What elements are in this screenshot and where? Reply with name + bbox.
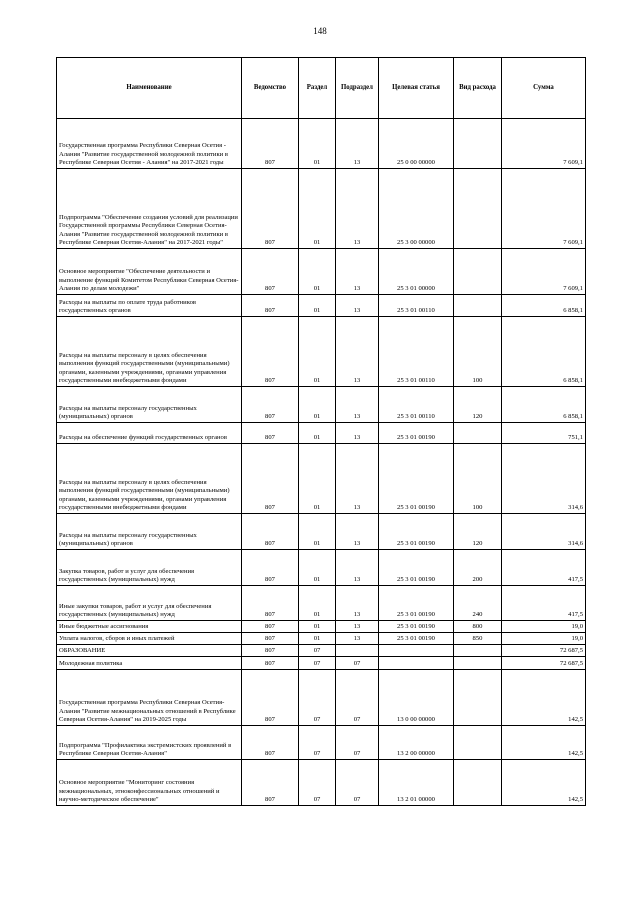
cell-razdel: 01: [299, 295, 336, 317]
cell-name: Иные бюджетные ассигнования: [57, 621, 242, 633]
table-row: [57, 317, 586, 387]
cell-razdel: 07: [299, 645, 336, 657]
cell-podrazdel: 07: [336, 670, 379, 726]
cell-podrazdel: 13: [336, 119, 379, 169]
cell-name: Расходы на обеспечение функций государственных органов: [57, 423, 242, 444]
cell-vid-raskhoda: [454, 670, 502, 726]
cell-name: Расходы на выплаты персоналу государственных (муниципальных) органов: [57, 514, 242, 550]
cell-razdel: 01: [299, 423, 336, 444]
cell-podrazdel: 13: [336, 169, 379, 249]
cell-summa: 417,5: [502, 550, 586, 586]
cell-vedomstvo: 807: [242, 760, 299, 806]
cell-name: Основное мероприятие "Обеспечение деятельности и выполнение функций Комитетом Республики Северная Осетия-Алания по делам молодежи": [57, 249, 242, 295]
cell-vid-raskhoda: [454, 760, 502, 806]
cell-name: Подпрограмма "Обеспечение создания условий для реализации Государственной программы Республики Северная Осетия-Алания "Развитие государственной молодежной политики в Республике Северная Осетия-Алания" на 2017-2021 годы": [57, 169, 242, 249]
cell-name: Государственная программа Республики Северная Осетия - Алания "Развитие государственной молодежной политики в Республике Северная Осетия - Алания" на 2017-2021 годы: [57, 119, 242, 169]
cell-tselevaya-statya: 25 3 00 00000: [379, 169, 454, 249]
cell-podrazdel: 07: [336, 657, 379, 670]
cell-vedomstvo: 807: [242, 514, 299, 550]
table-row: [57, 621, 586, 633]
cell-vid-raskhoda: [454, 169, 502, 249]
cell-name: Молодежная политика: [57, 657, 242, 670]
cell-razdel: 01: [299, 514, 336, 550]
cell-vedomstvo: 807: [242, 550, 299, 586]
cell-razdel: 01: [299, 633, 336, 645]
cell-vedomstvo: 807: [242, 444, 299, 514]
cell-vid-raskhoda: 200: [454, 550, 502, 586]
table-row: [57, 387, 586, 423]
cell-vedomstvo: 807: [242, 645, 299, 657]
cell-vedomstvo: 807: [242, 670, 299, 726]
cell-vedomstvo: 807: [242, 317, 299, 387]
cell-tselevaya-statya: 25 3 01 00110: [379, 387, 454, 423]
cell-razdel: 01: [299, 586, 336, 621]
cell-tselevaya-statya: 25 3 01 00190: [379, 586, 454, 621]
cell-tselevaya-statya: 25 3 01 00190: [379, 633, 454, 645]
cell-summa: 142,5: [502, 670, 586, 726]
cell-vedomstvo: 807: [242, 633, 299, 645]
cell-summa: 7 609,1: [502, 249, 586, 295]
table-body: [57, 119, 586, 806]
table-row: [57, 726, 586, 760]
cell-name: Подпрограмма "Профилактика экстремистских проявлений в Республике Северная Осетия-Алания": [57, 726, 242, 760]
cell-podrazdel: 07: [336, 760, 379, 806]
table-row: [57, 444, 586, 514]
cell-vedomstvo: 807: [242, 423, 299, 444]
cell-name: Закупка товаров, работ и услуг для обеспечения государственных (муниципальных) нужд: [57, 550, 242, 586]
cell-podrazdel: 13: [336, 633, 379, 645]
cell-vedomstvo: 807: [242, 586, 299, 621]
cell-vedomstvo: 807: [242, 295, 299, 317]
cell-summa: 19,0: [502, 621, 586, 633]
table-row: [57, 645, 586, 657]
cell-podrazdel: 13: [336, 423, 379, 444]
cell-name: ОБРАЗОВАНИЕ: [57, 645, 242, 657]
cell-vid-raskhoda: 850: [454, 633, 502, 645]
table-row: [57, 760, 586, 806]
cell-tselevaya-statya: 25 0 00 00000: [379, 119, 454, 169]
table-row: [57, 550, 586, 586]
header-vedomstvo: Ведомство: [242, 58, 299, 119]
cell-tselevaya-statya: [379, 645, 454, 657]
cell-vid-raskhoda: 100: [454, 317, 502, 387]
cell-summa: 142,5: [502, 760, 586, 806]
cell-summa: 314,6: [502, 444, 586, 514]
cell-podrazdel: 13: [336, 621, 379, 633]
table-row: [57, 586, 586, 621]
cell-razdel: 01: [299, 444, 336, 514]
cell-razdel: 07: [299, 760, 336, 806]
table-header-row: [57, 58, 586, 119]
cell-name: Расходы на выплаты по оплате труда работников государственных органов: [57, 295, 242, 317]
header-summa: Сумма: [502, 58, 586, 119]
cell-podrazdel: 13: [336, 295, 379, 317]
cell-summa: 314,6: [502, 514, 586, 550]
page-number: 148: [313, 26, 327, 36]
cell-summa: 751,1: [502, 423, 586, 444]
cell-summa: 72 687,5: [502, 657, 586, 670]
cell-podrazdel: 13: [336, 444, 379, 514]
cell-razdel: 01: [299, 119, 336, 169]
cell-summa: 19,0: [502, 633, 586, 645]
cell-vedomstvo: 807: [242, 621, 299, 633]
cell-vid-raskhoda: [454, 645, 502, 657]
cell-vedomstvo: 807: [242, 387, 299, 423]
cell-vid-raskhoda: [454, 295, 502, 317]
cell-tselevaya-statya: 25 3 01 00190: [379, 444, 454, 514]
cell-podrazdel: 13: [336, 550, 379, 586]
cell-vedomstvo: 807: [242, 657, 299, 670]
cell-summa: 72 687,5: [502, 645, 586, 657]
cell-vedomstvo: 807: [242, 726, 299, 760]
cell-vid-raskhoda: [454, 119, 502, 169]
cell-vid-raskhoda: 120: [454, 514, 502, 550]
cell-tselevaya-statya: 25 3 01 00000: [379, 249, 454, 295]
cell-vid-raskhoda: [454, 423, 502, 444]
cell-podrazdel: 13: [336, 317, 379, 387]
cell-tselevaya-statya: 25 3 01 00190: [379, 423, 454, 444]
cell-razdel: 07: [299, 657, 336, 670]
budget-table: [56, 57, 586, 806]
cell-vedomstvo: 807: [242, 169, 299, 249]
cell-name: Расходы на выплаты персоналу государственных (муниципальных) органов: [57, 387, 242, 423]
cell-tselevaya-statya: 25 3 01 00190: [379, 514, 454, 550]
table-row: [57, 514, 586, 550]
header-razdel: Раздел: [299, 58, 336, 119]
cell-razdel: 01: [299, 249, 336, 295]
cell-name: Расходы на выплаты персоналу в целях обеспечения выполнения функций государственными (муниципальными) органами, казенными учреждениями, органами управления государственными внебюджетными фондами: [57, 317, 242, 387]
cell-vedomstvo: 807: [242, 249, 299, 295]
cell-tselevaya-statya: 25 3 01 00190: [379, 550, 454, 586]
cell-summa: 6 858,1: [502, 317, 586, 387]
header-podrazdel: Подраздел: [336, 58, 379, 119]
cell-vid-raskhoda: [454, 657, 502, 670]
cell-summa: 6 858,1: [502, 387, 586, 423]
table-row: [57, 657, 586, 670]
header-vid-raskhoda: Вид расхода: [454, 58, 502, 119]
cell-name: Основное мероприятие "Мониторинг состояния межнациональных, этноконфессиональных отношений и научно-методическое обеспечение": [57, 760, 242, 806]
cell-vid-raskhoda: 240: [454, 586, 502, 621]
cell-razdel: 01: [299, 317, 336, 387]
table-row: [57, 119, 586, 169]
cell-tselevaya-statya: 13 2 01 00000: [379, 760, 454, 806]
cell-podrazdel: 13: [336, 514, 379, 550]
header-name: Наименование: [57, 58, 242, 119]
cell-razdel: 01: [299, 387, 336, 423]
header-tselevaya-statya: Целевая статья: [379, 58, 454, 119]
cell-summa: 7 609,1: [502, 169, 586, 249]
cell-tselevaya-statya: [379, 657, 454, 670]
cell-tselevaya-statya: 13 0 00 00000: [379, 670, 454, 726]
cell-vid-raskhoda: 100: [454, 444, 502, 514]
cell-podrazdel: 13: [336, 387, 379, 423]
table-row: [57, 169, 586, 249]
cell-tselevaya-statya: 13 2 00 00000: [379, 726, 454, 760]
cell-summa: 6 858,1: [502, 295, 586, 317]
cell-razdel: 07: [299, 726, 336, 760]
cell-razdel: 01: [299, 621, 336, 633]
cell-razdel: 07: [299, 670, 336, 726]
table-row: [57, 670, 586, 726]
cell-vedomstvo: 807: [242, 119, 299, 169]
cell-razdel: 01: [299, 169, 336, 249]
cell-podrazdel: 13: [336, 249, 379, 295]
cell-vid-raskhoda: 800: [454, 621, 502, 633]
cell-podrazdel: 07: [336, 726, 379, 760]
cell-podrazdel: 13: [336, 586, 379, 621]
cell-name: Уплата налогов, сборов и иных платежей: [57, 633, 242, 645]
cell-name: Иные закупки товаров, работ и услуг для обеспечения государственных (муниципальных) нужд: [57, 586, 242, 621]
cell-name: Государственная программа Республики Северная Осетия-Алания "Развитие межнациональных отношений в Республике Северная Осетия-Алания" на 2019-2025 годы: [57, 670, 242, 726]
table-row: [57, 423, 586, 444]
table-row: [57, 295, 586, 317]
cell-vid-raskhoda: [454, 249, 502, 295]
cell-summa: 7 609,1: [502, 119, 586, 169]
cell-summa: 142,5: [502, 726, 586, 760]
cell-name: Расходы на выплаты персоналу в целях обеспечения выполнения функций государственными (муниципальными) органами, казенными учреждениями, органами управления государственными внебюджетными фондами: [57, 444, 242, 514]
table-row: [57, 249, 586, 295]
table-row: [57, 633, 586, 645]
cell-vid-raskhoda: [454, 726, 502, 760]
cell-tselevaya-statya: 25 3 01 00110: [379, 295, 454, 317]
cell-podrazdel: [336, 645, 379, 657]
cell-tselevaya-statya: 25 3 01 00190: [379, 621, 454, 633]
cell-tselevaya-statya: 25 3 01 00110: [379, 317, 454, 387]
cell-vid-raskhoda: 120: [454, 387, 502, 423]
cell-summa: 417,5: [502, 586, 586, 621]
cell-razdel: 01: [299, 550, 336, 586]
